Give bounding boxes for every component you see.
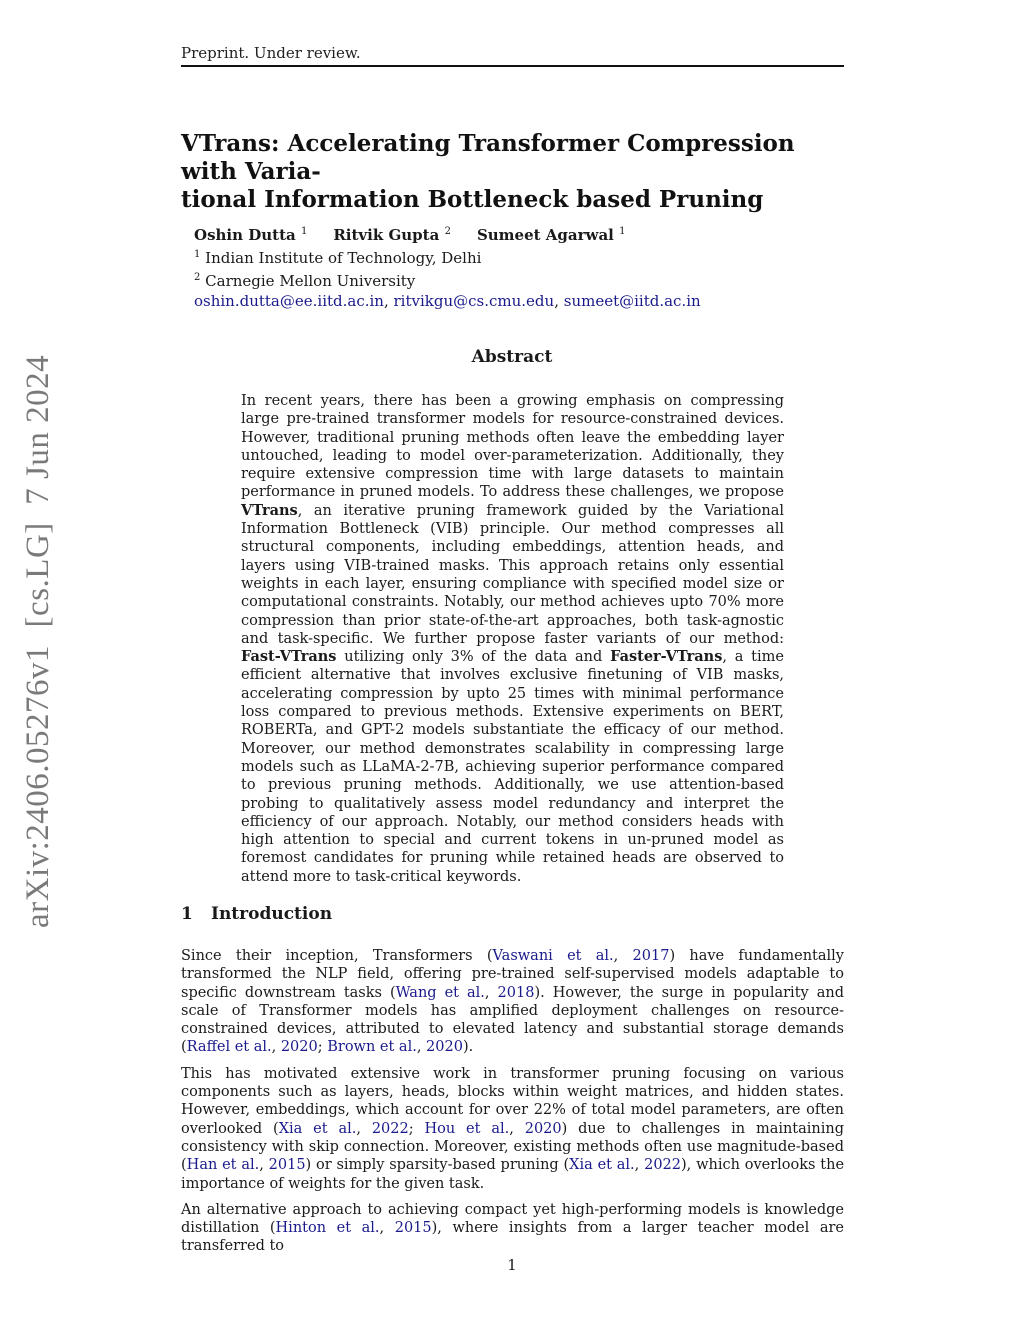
- affiliation: $^2$ Carnegie Mellon University: [194, 272, 416, 290]
- abstract-heading: Abstract: [471, 347, 553, 367]
- citation-link[interactable]: 2017: [632, 948, 670, 964]
- paragraph: Since their inception, Transformers (Vaswani et al., 2017) have fundamentally transformed the NLP field, offering pre-trained self-supervised models adaptable to specific downstream tasks (Wang et al., 2018). However, the surge in popularity and scale of Transformer models has amplified deployment challenges on resource-constrained devices, attributed to elevated latency and substantial storage demands (Raffel et al., 2020; Brown et al., 2020).: [181, 948, 844, 1056]
- citation-link[interactable]: 2020: [524, 1120, 562, 1137]
- citation-link[interactable]: 2020: [280, 1039, 318, 1056]
- citation-link[interactable]: 2015: [268, 1157, 306, 1174]
- arxiv-identifier: arXiv:2406.05276v1 [cs.LG] 7 Jun 2024: [20, 354, 56, 928]
- email-link[interactable]: oshin.dutta@ee.iitd.ac.in: [194, 292, 384, 310]
- introduction-body: [181, 947, 844, 1264]
- author: Sumeet Agarwal $^1$: [476, 226, 626, 244]
- citation-link[interactable]: Hou et al.: [424, 1120, 510, 1137]
- paragraph: An alternative approach to achieving compact yet high-performing models is knowledge distillation (Hinton et al., 2015), where insights from a larger teacher model are transferred to: [181, 1201, 844, 1255]
- header-rule: [181, 65, 844, 67]
- citation-link[interactable]: Hinton et al.: [275, 1220, 380, 1237]
- citation-link[interactable]: Han et al.: [186, 1157, 260, 1174]
- citation-link[interactable]: Xia et al.: [569, 1157, 635, 1174]
- author: Ritvik Gupta $^2$: [333, 226, 451, 244]
- citation-link[interactable]: 2022: [644, 1157, 681, 1174]
- email-link[interactable]: sumeet@iitd.ac.in: [563, 292, 701, 310]
- page-number: 1: [507, 1256, 517, 1274]
- author-block: [194, 222, 834, 311]
- citation-link[interactable]: Vaswani et al.: [492, 948, 614, 964]
- paper-title: [181, 130, 849, 214]
- citation-link[interactable]: Brown et al.: [327, 1039, 417, 1056]
- citation-link[interactable]: 2018: [497, 984, 535, 1001]
- citation-link[interactable]: 2020: [426, 1039, 463, 1056]
- title-line-2: tional Information Bottleneck based Pruning: [181, 186, 764, 213]
- citation-link[interactable]: Wang et al.: [395, 984, 485, 1001]
- author-list: [194, 222, 834, 245]
- author-emails: oshin.dutta@ee.iitd.ac.in, ritvikgu@cs.cmu.edu, sumeet@iitd.ac.in: [194, 292, 701, 310]
- title-line-1: VTrans: Accelerating Transformer Compression with Varia-: [181, 130, 795, 185]
- affiliation: $^1$ Indian Institute of Technology, Delhi: [194, 249, 482, 267]
- section-heading-introduction: 1 Introduction: [181, 904, 333, 924]
- citation-link[interactable]: Xia et al.: [278, 1120, 357, 1137]
- paragraph: This has motivated extensive work in transformer pruning focusing on various components such as layers, heads, blocks within weight matrices, and hidden states. However, embeddings, which account for over 22% of total model parameters, are often overlooked (Xia et al., 2022; Hou et al., 2020) due to challenges in maintaining consistency with skip connection. Moreover, existing methods often use magnitude-based (Han et al., 2015) or simply sparsity-based pruning (Xia et al., 2022), which overlooks the importance of weights for the given task.: [181, 1065, 845, 1192]
- author: Oshin Dutta $^1$: [194, 226, 308, 244]
- citation-link[interactable]: 2015: [394, 1220, 432, 1237]
- citation-link[interactable]: 2022: [371, 1120, 409, 1137]
- citation-link[interactable]: Raffel et al.: [186, 1039, 272, 1056]
- email-link[interactable]: ritvikgu@cs.cmu.edu: [393, 292, 555, 310]
- preprint-note: Preprint. Under review.: [181, 44, 361, 62]
- abstract-text: In recent years, there has been a growing emphasis on compressing large pre-trained transformer models for resource-constrained devices. However, traditional pruning methods often leave the embedding layer untouched, leading to model over-parameterization. Additionally, they require extensive compression time with large datasets to maintain performance in pruned models. To address these challenges, we propose VTrans, an iterative pruning framework guided by the Variational Information Bottleneck (VIB) principle. Our method compresses all structural components, including embeddings, attention heads, and layers using VIB-trained masks. This approach retains only essential weights in each layer, ensuring compliance with specified model size or computational constraints. Notably, our method achieves upto 70% more compression than prior state-of-the-art approaches, both task-agnostic and task-specific. We further propose faster variants of our method: Fast-VTrans utilizing only 3% of the data and Faster-VTrans, a time efficient alternative that involves exclusive finetuning of VIB masks, accelerating compression by upto 25 times with minimal performance loss compared to previous methods. Extensive experiments on BERT, ROBERTa, and GPT-2 models substantiate the efficacy of our method. Moreover, our method demonstrates scalability in compressing large models such as LLaMA-2-7B, achieving superior performance compared to previous pruning methods. Additionally, we use attention-based probing to qualitatively assess model redundancy and interpret the efficiency of our approach. Notably, our method considers heads with high attention to special and current tokens in un-pruned model as foremost candidates for pruning while retained heads are observed to attend more to task-critical keywords.: [241, 393, 784, 885]
